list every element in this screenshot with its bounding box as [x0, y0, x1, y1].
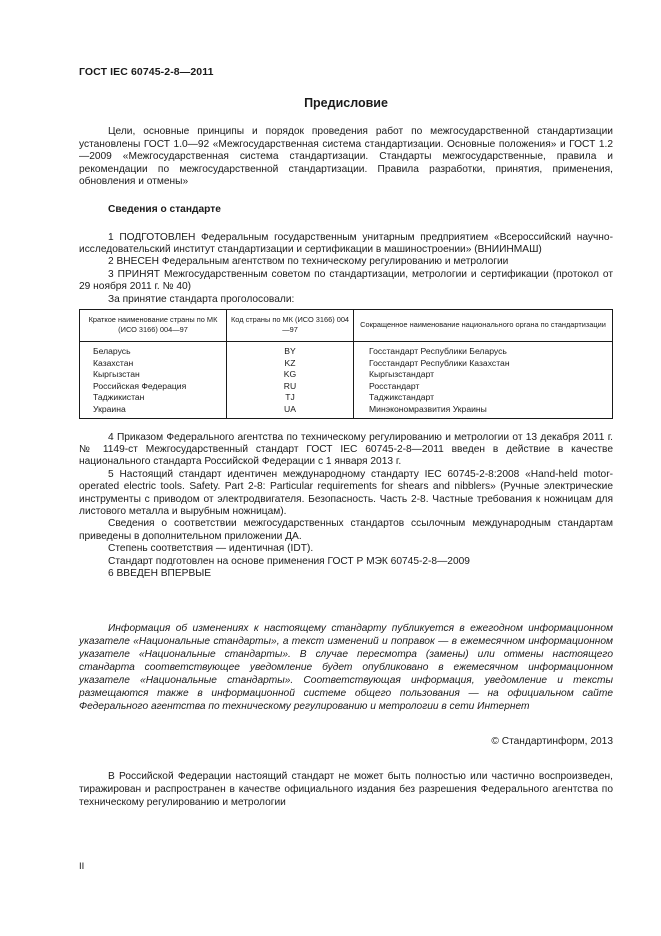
- intro-paragraph: Цели, основные принципы и порядок проведения работ по межгосударственной стандартизации установлены ГОСТ 1.0—92 «Межгосударственная система стандартизации. Основные положения» и ГОСТ 1.2—2009 «Межгосударственная система стандартизации. Стандарты межгосударственные, правила и рекомендации по межгосударственной стандартизации. Правила разработки, принятия, применения, обновления и отмены»: [79, 126, 613, 188]
- country-code: UA: [227, 404, 354, 418]
- page-number: II: [79, 861, 85, 872]
- page-title: Предисловие: [304, 96, 388, 110]
- country-code: TJ: [227, 392, 354, 404]
- column-header-code: Код страны по МК (ИСО 3166) 004—97: [227, 310, 354, 342]
- standard-header: ГОСТ IEC 60745-2-8—2011: [79, 66, 214, 78]
- column-header-body: Сокращенное наименование национального органа по стандартизации: [354, 310, 613, 342]
- table-row: [80, 381, 613, 393]
- voting-countries-table: [79, 309, 613, 419]
- item-5-basis: Стандарт подготовлен на основе применения ГОСТ Р МЭК 60745-2-8—2009: [108, 555, 470, 567]
- standards-body: Таджикстандарт: [354, 392, 613, 404]
- item-5-identical: 5 Настоящий стандарт идентичен международному стандарту IEC 60745-2-8:2008 «Hand-held motor-operated electric tools. Safety. Part 2-8: Particular requirements for shears and nibblers» (Ручные электрические инструменты с приводом от электродвигателя. Безопасность. Часть 2-8. Частные требования к ножницам для листового металла и вырубным ножницам).: [79, 468, 613, 517]
- standards-body: Кыргызстандарт: [354, 369, 613, 381]
- item-6-introduced: 6 ВВЕДЕН ВПЕРВЫЕ: [108, 568, 212, 580]
- preface-content: [79, 126, 613, 809]
- item-2-submitted: 2 ВНЕСЕН Федеральным агентством по техническому регулированию и метрологии: [108, 256, 509, 268]
- standards-body: Госстандарт Республики Казахстан: [354, 358, 613, 370]
- country-code: RU: [227, 381, 354, 393]
- table-row: [80, 358, 613, 370]
- item-5-degree: Степень соответствия — идентичная (IDT).: [108, 543, 314, 555]
- table-row: [80, 404, 613, 418]
- table-row: [80, 392, 613, 404]
- country-code: KG: [227, 369, 354, 381]
- table-header-row: [80, 310, 613, 342]
- table-row: [80, 342, 613, 358]
- country-name: Украина: [80, 404, 227, 418]
- standards-body: Минэкономразвития Украины: [354, 404, 613, 418]
- country-code: BY: [227, 342, 354, 358]
- country-name: Российская Федерация: [80, 381, 227, 393]
- table-row: [80, 369, 613, 381]
- changes-info-notice: Информация об изменениях к настоящему стандарту публикуется в ежегодном информационном указателе «Национальные стандарты», а текст изменений и поправок — в ежемесячном информационном указателе «Национальные стандарты». В случае пересмотра (замены) или отмены настоящего стандарта соответствующее уведомление будет опубликовано в ежемесячном информационном указателе «Национальные стандарты». Соответствующая информация, уведомление и тексты размещаются также в информационной системе общего пользования — на официальном сайте Федерального агентства по техническому регулированию и метрологии в сети Интернет: [79, 623, 613, 712]
- standards-body: Госстандарт Республики Беларусь: [354, 342, 613, 358]
- standards-body: Росстандарт: [354, 381, 613, 393]
- country-name: Кыргызстан: [80, 369, 227, 381]
- item-3-adopted: 3 ПРИНЯТ Межгосударственным советом по стандартизации, метрологии и сертификации (протокол от 29 ноября 2011 г. № 40): [79, 268, 613, 293]
- country-code: KZ: [227, 358, 354, 370]
- country-name: Казахстан: [80, 358, 227, 370]
- column-header-country: Краткое наименование страны по МК (ИСО 3166) 004—97: [80, 310, 227, 342]
- reproduction-notice: В Российской Федерации настоящий стандарт не может быть полностью или частично воспроизведен, тиражирован и распространен в качестве официального издания без разрешения Федерального агентства по техническому регулированию и метрологии: [79, 771, 613, 808]
- country-name: Беларусь: [80, 342, 227, 358]
- item-4-enacted: 4 Приказом Федерального агентства по техническому регулированию и метрологии от 13 декабря 2011 г. № 1149-ст Межгосударственный стандарт ГОСТ IEC 60745-2-8—2011 введен в действие в качестве национального стандарта Российской Федерации с 1 января 2013 г.: [79, 431, 613, 468]
- about-standard-heading: Сведения о стандарте: [108, 203, 221, 215]
- copyright-notice: © Стандартинформ, 2013: [491, 735, 613, 747]
- country-name: Таджикистан: [80, 392, 227, 404]
- item-1-prepared: 1 ПОДГОТОВЛЕН Федеральным государственным унитарным предприятием «Всероссийский научно-исследовательский институт стандартизации и сертификации в машиностроении» (ВНИИНМАШ): [79, 231, 613, 255]
- voted-label: За принятие стандарта проголосовали:: [108, 293, 295, 305]
- item-5-references: Сведения о соответствии межгосударственных стандартов ссылочным международным стандартам приведены в дополнительном приложении ДА.: [79, 518, 613, 542]
